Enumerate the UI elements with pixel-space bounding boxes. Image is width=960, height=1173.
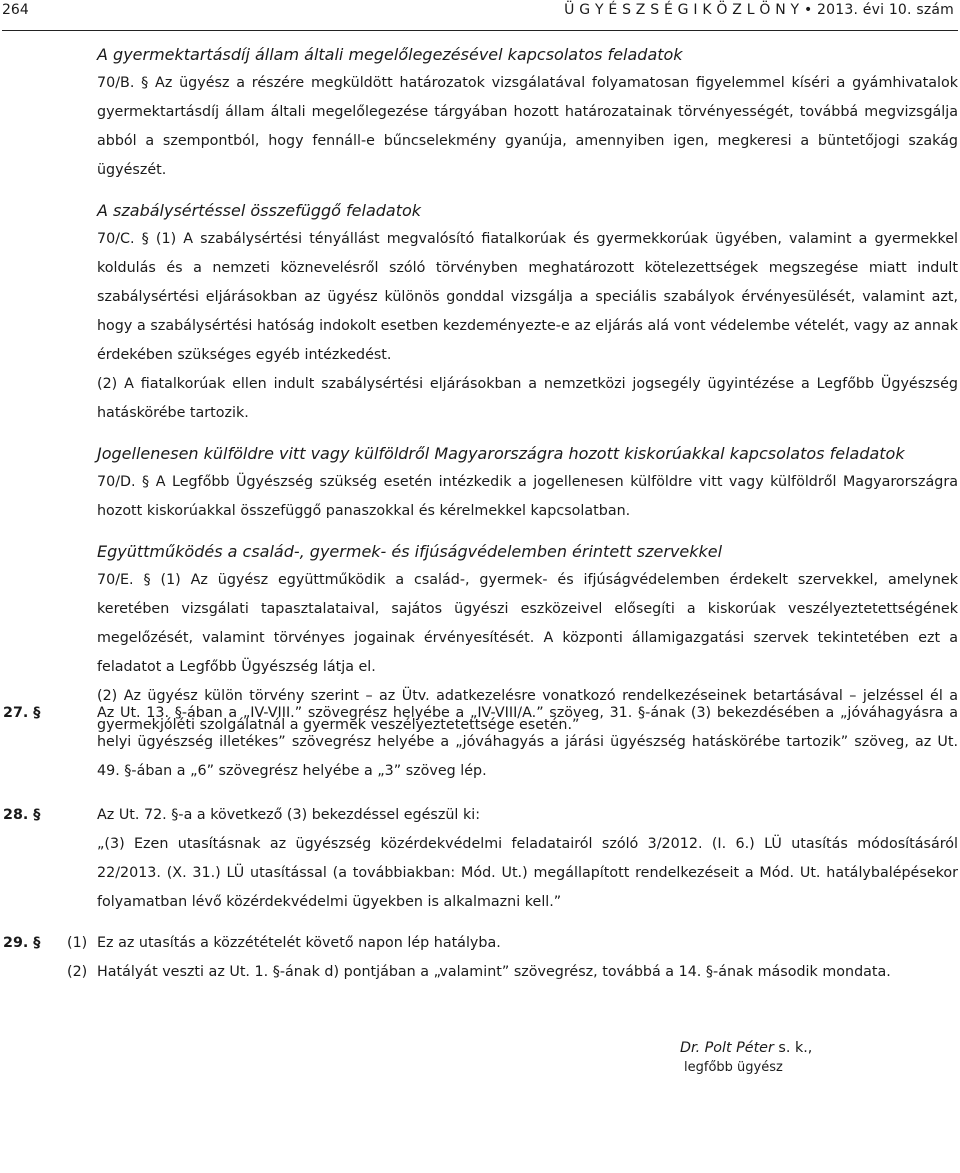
paragraph: 70/D. § A Legfőbb Ügyészség szükség esetén intézkedik a jogellenesen külföldre vitt vagy külföldről Magyarországra hozott kiskorúakkal összefüggő panaszokkal és kérelmekkel kapcsolatban. — [97, 474, 958, 519]
section-heading: A gyermektartásdíj állam általi megelőlegezésével kapcsolatos feladatok — [97, 45, 683, 64]
section-label: 28. § — [3, 807, 41, 823]
paragraph: 70/E. § (1) Az ügyész együttműködik a család-, gyermek- és ifjúságvédelemben érdekelt szervekkel, amelynek keretében vizsgálati tapasztalataival, sajátos ügyészi eszközeivel elősegíti a kiskorúak veszélyeztetettségének megelőzését, valamint törvényes jogainak érvényesítését. A központi államigazgatási szervek tekintetében ezt a feladatot a Legfőbb Ügyészség látja el. — [97, 572, 958, 675]
paragraph: (2) Az ügyész külön törvény szerint – az Ütv. adatkezelésre vonatkozó rendelkezéseinek betartásával – jelzéssel él a gyermekjóléti szolgálatnál a gyermek veszélyeztetettsége esetén.” — [97, 688, 958, 733]
signatory-suffix: s. k., — [773, 1040, 813, 1056]
page-header — [2, 0, 958, 31]
item-number: (2) — [67, 964, 88, 980]
main-content — [97, 40, 958, 740]
item-text: Hatályát veszti az Ut. 1. §-ának d) pontjában a „valamint” szövegrész, továbbá a 14. §-ának második mondata. — [97, 964, 891, 980]
paragraph: 70/B. § Az ügyész a részére megküldött határozatok vizsgálatával folyamatosan figyelemmel kíséri a gyámhivatalok gyermektartásdíj állam általi megelőlegezése tárgyában hozott határozatainak törvényességét, továbbá megvizsgálja abból a szempontból, hogy fennáll-e bűncselekmény gyanúja, amennyiben igen, megkeresi a büntetőjogi szakág ügyészét. — [97, 75, 958, 178]
page-number: 264 — [2, 2, 29, 18]
section-heading: Jogellenesen külföldre vitt vagy külföldről Magyarországra hozott kiskorúakkal kapcsolatos feladatok — [97, 444, 905, 463]
section-heading: A szabálysértéssel összefüggő feladatok — [97, 201, 422, 220]
publication-title: Ü G Y É S Z S É G I K Ö Z L Ö N Y • 2013. évi 10. szám — [564, 2, 954, 18]
paragraph: 70/C. § (1) A szabálysértési tényállást megvalósító fiatalkorúak és gyermekkorúak ügyében, valamint a gyermekkel koldulás és a nemzeti köznevelésről szóló törvényben meghatározott kötelezettségek megszegése miatt indult szabálysértési eljárásokban az ügyész különös gonddal vizsgálja a speciális szabályok érvényesülését, valamint azt, hogy a szabálysértési hatóság indokolt esetben kezdeményezte-e az eljárás alá vont védelembe vételét, vagy az annak érdekében szükséges egyéb intézkedést. — [97, 231, 958, 363]
paragraph: (2) A fiatalkorúak ellen indult szabálysértési eljárásokban a nemzetközi jogsegély ügyintézése a Legfőbb Ügyészség hatáskörébe tartozik. — [97, 376, 958, 421]
section-text: Az Ut. 13. §-ában a „IV-VIII.” szövegrész helyébe a „IV-VIII/A.” szöveg, 31. §-ának (3) bekezdésében a „jóváhagyásra a helyi ügyészség illetékes” szövegrész helyébe a „jóváhagyás a járási ügyészség hatáskörébe tartozik” szöveg, az Ut. 49. §-ában a „6” szövegrész helyébe a „3” szöveg lép. — [97, 705, 958, 779]
signatory-title: legfőbb ügyész — [684, 1060, 783, 1075]
section-heading: Együttműködés a család-, gyermek- és ifjúságvédelemben érintett szervekkel — [97, 542, 723, 561]
section-label: 27. § — [3, 705, 41, 721]
amendment-intro: Az Ut. 72. §-a a következő (3) bekezdéssel egészül ki: — [97, 807, 481, 823]
amendment-quote: „(3) Ezen utasításnak az ügyészség közérdekvédelmi feladatairól szóló 3/2012. (I. 6.) LÜ utasítás módosításáról 22/2013. (X. 31.) LÜ utasítással (a továbbiakban: Mód. Ut.) megállapított rendelkezéseit a Mód. Ut. hatálybalépésekor folyamatban lévő közérdekvédelmi ügyekben is alkalmazni kell.” — [97, 836, 958, 910]
item-text: Ez az utasítás a közzétételét követő napon lép hatályba. — [97, 935, 501, 951]
signatory-name: Dr. Polt Péter — [680, 1040, 774, 1056]
item-number: (1) — [67, 935, 88, 951]
section-label: 29. § — [3, 935, 41, 951]
section-text — [97, 801, 958, 917]
signature-block — [680, 1040, 812, 1075]
